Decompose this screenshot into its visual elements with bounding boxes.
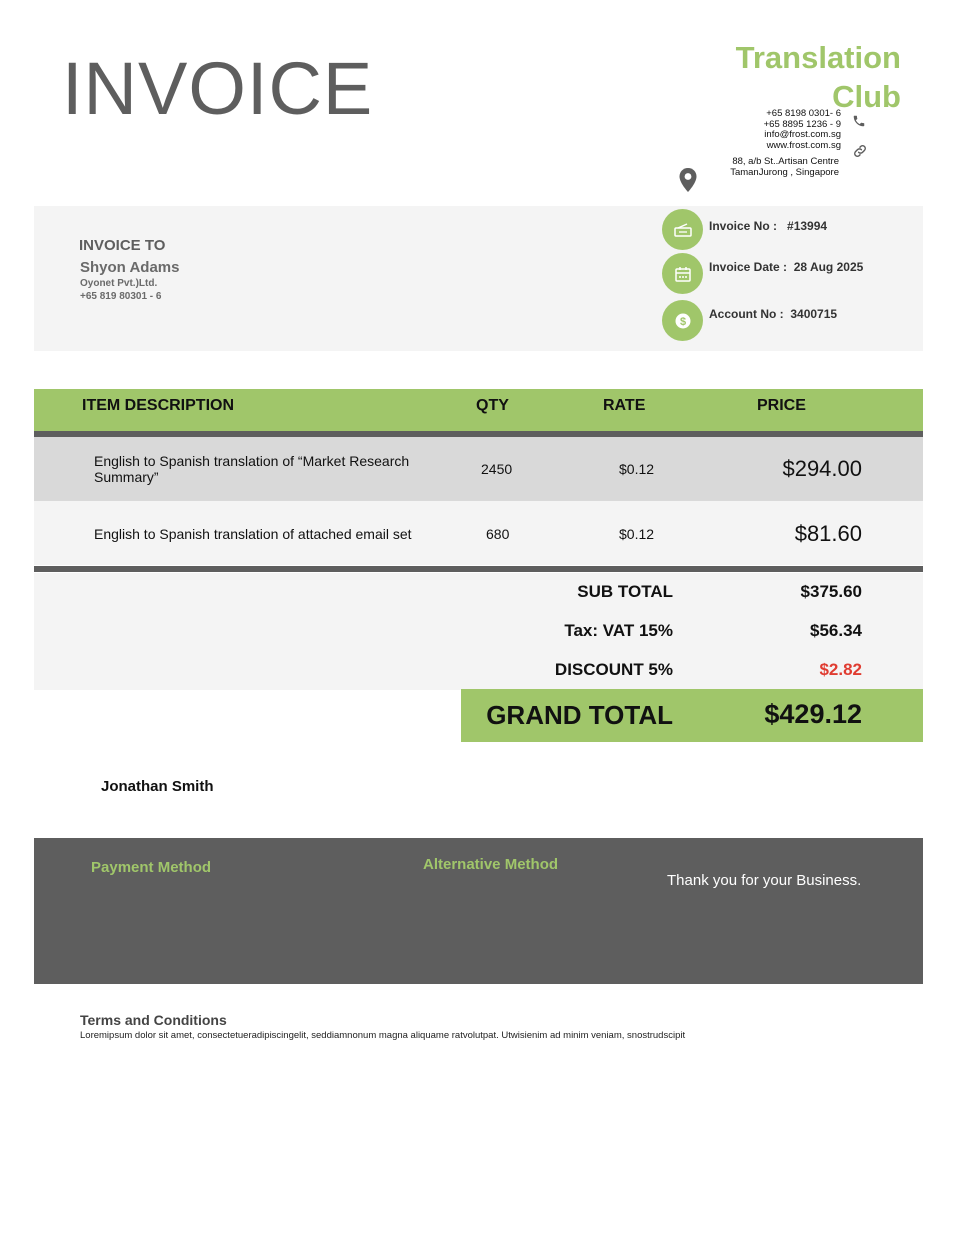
item-description: English to Spanish translation of attached email set — [94, 526, 412, 542]
tax-label: Tax: VAT 15% — [564, 621, 673, 640]
discount-label: DISCOUNT 5% — [554, 660, 673, 679]
invoice-title: INVOICE — [62, 47, 374, 130]
contact-block — [764, 109, 841, 151]
address-line-2: TamanJurong , Singapore — [730, 166, 839, 178]
company-phone-2: +65 8895 1236 - 9 — [763, 118, 841, 130]
company-email: info@frost.com.sg — [764, 129, 841, 140]
invoice-number-row — [709, 219, 827, 233]
invoice-date-label: Invoice Date : — [709, 260, 788, 274]
invoice-number-value: #13994 — [787, 219, 828, 233]
company-phone-1: +65 8198 0301- 6 — [766, 108, 841, 119]
svg-text:$: $ — [679, 315, 686, 328]
calendar-icon — [662, 253, 703, 294]
payment-method-label: Payment Method — [91, 859, 212, 876]
discount-value: $2.82 — [819, 660, 862, 679]
item-rate: $0.12 — [619, 526, 655, 542]
terms-title: Terms and Conditions — [80, 1012, 227, 1028]
account-number-row — [709, 307, 837, 321]
alternative-method-label: Alternative Method — [423, 856, 559, 873]
header-price: PRICE — [757, 397, 806, 414]
item-description-line1: English to Spanish translation of “Market Research — [94, 453, 410, 469]
totals-band — [34, 573, 923, 690]
invoice-date-value: 28 Aug 2025 — [793, 260, 864, 274]
invoice-to-label: INVOICE TO — [79, 237, 166, 254]
company-name-line1: Translation — [735, 40, 901, 75]
phone-icon — [852, 114, 866, 128]
item-qty: 2450 — [481, 461, 513, 477]
header-rate: RATE — [603, 397, 646, 414]
table-bottom-rule — [34, 566, 923, 572]
thank-you-note: Thank you for your Business. — [667, 872, 862, 889]
item-description-line2: Summary” — [94, 469, 159, 485]
dollar-coin-icon — [662, 300, 703, 341]
company-address — [730, 157, 839, 178]
grand-total-label: GRAND TOTAL — [486, 700, 673, 730]
location-pin-icon — [678, 167, 698, 193]
header-qty: QTY — [476, 397, 509, 414]
header-item-description: ITEM DESCRIPTION — [82, 397, 235, 414]
account-number-value: 3400715 — [790, 307, 838, 321]
ticket-icon — [662, 209, 703, 250]
company-website: www.frost.com.sg — [766, 139, 841, 151]
tax-value: $56.34 — [810, 621, 862, 640]
item-rate: $0.12 — [619, 461, 655, 477]
terms-text: Loremipsum dolor sit amet, consectetueradipiscingelit, seddiamnonum magna aliquame ratvolutpat. Utwisienim ad minim veniam, snostrudscipit — [80, 1030, 686, 1041]
client-name: Shyon Adams — [80, 259, 180, 276]
link-icon — [852, 143, 868, 159]
invoice-date-row — [709, 260, 863, 274]
client-phone: +65 819 80301 - 6 — [80, 291, 162, 302]
item-description — [94, 453, 409, 485]
item-price: $81.60 — [794, 521, 862, 546]
company-name-line2: Club — [832, 79, 901, 114]
address-line-1: 88, a/b St..Artisan Centre — [732, 156, 839, 167]
company-name — [736, 38, 901, 116]
invoice-number-label: Invoice No : — [709, 219, 778, 233]
grand-total-value: $429.12 — [764, 699, 862, 729]
item-price: $294.00 — [782, 456, 862, 481]
subtotal-value: $375.60 — [800, 582, 862, 601]
client-company: Oyonet Pvt.)Ltd. — [80, 278, 158, 289]
subtotal-label: SUB TOTAL — [577, 582, 673, 601]
signer-name: Jonathan Smith — [101, 778, 214, 795]
item-qty: 680 — [486, 526, 510, 542]
account-number-label: Account No : — [709, 307, 784, 321]
